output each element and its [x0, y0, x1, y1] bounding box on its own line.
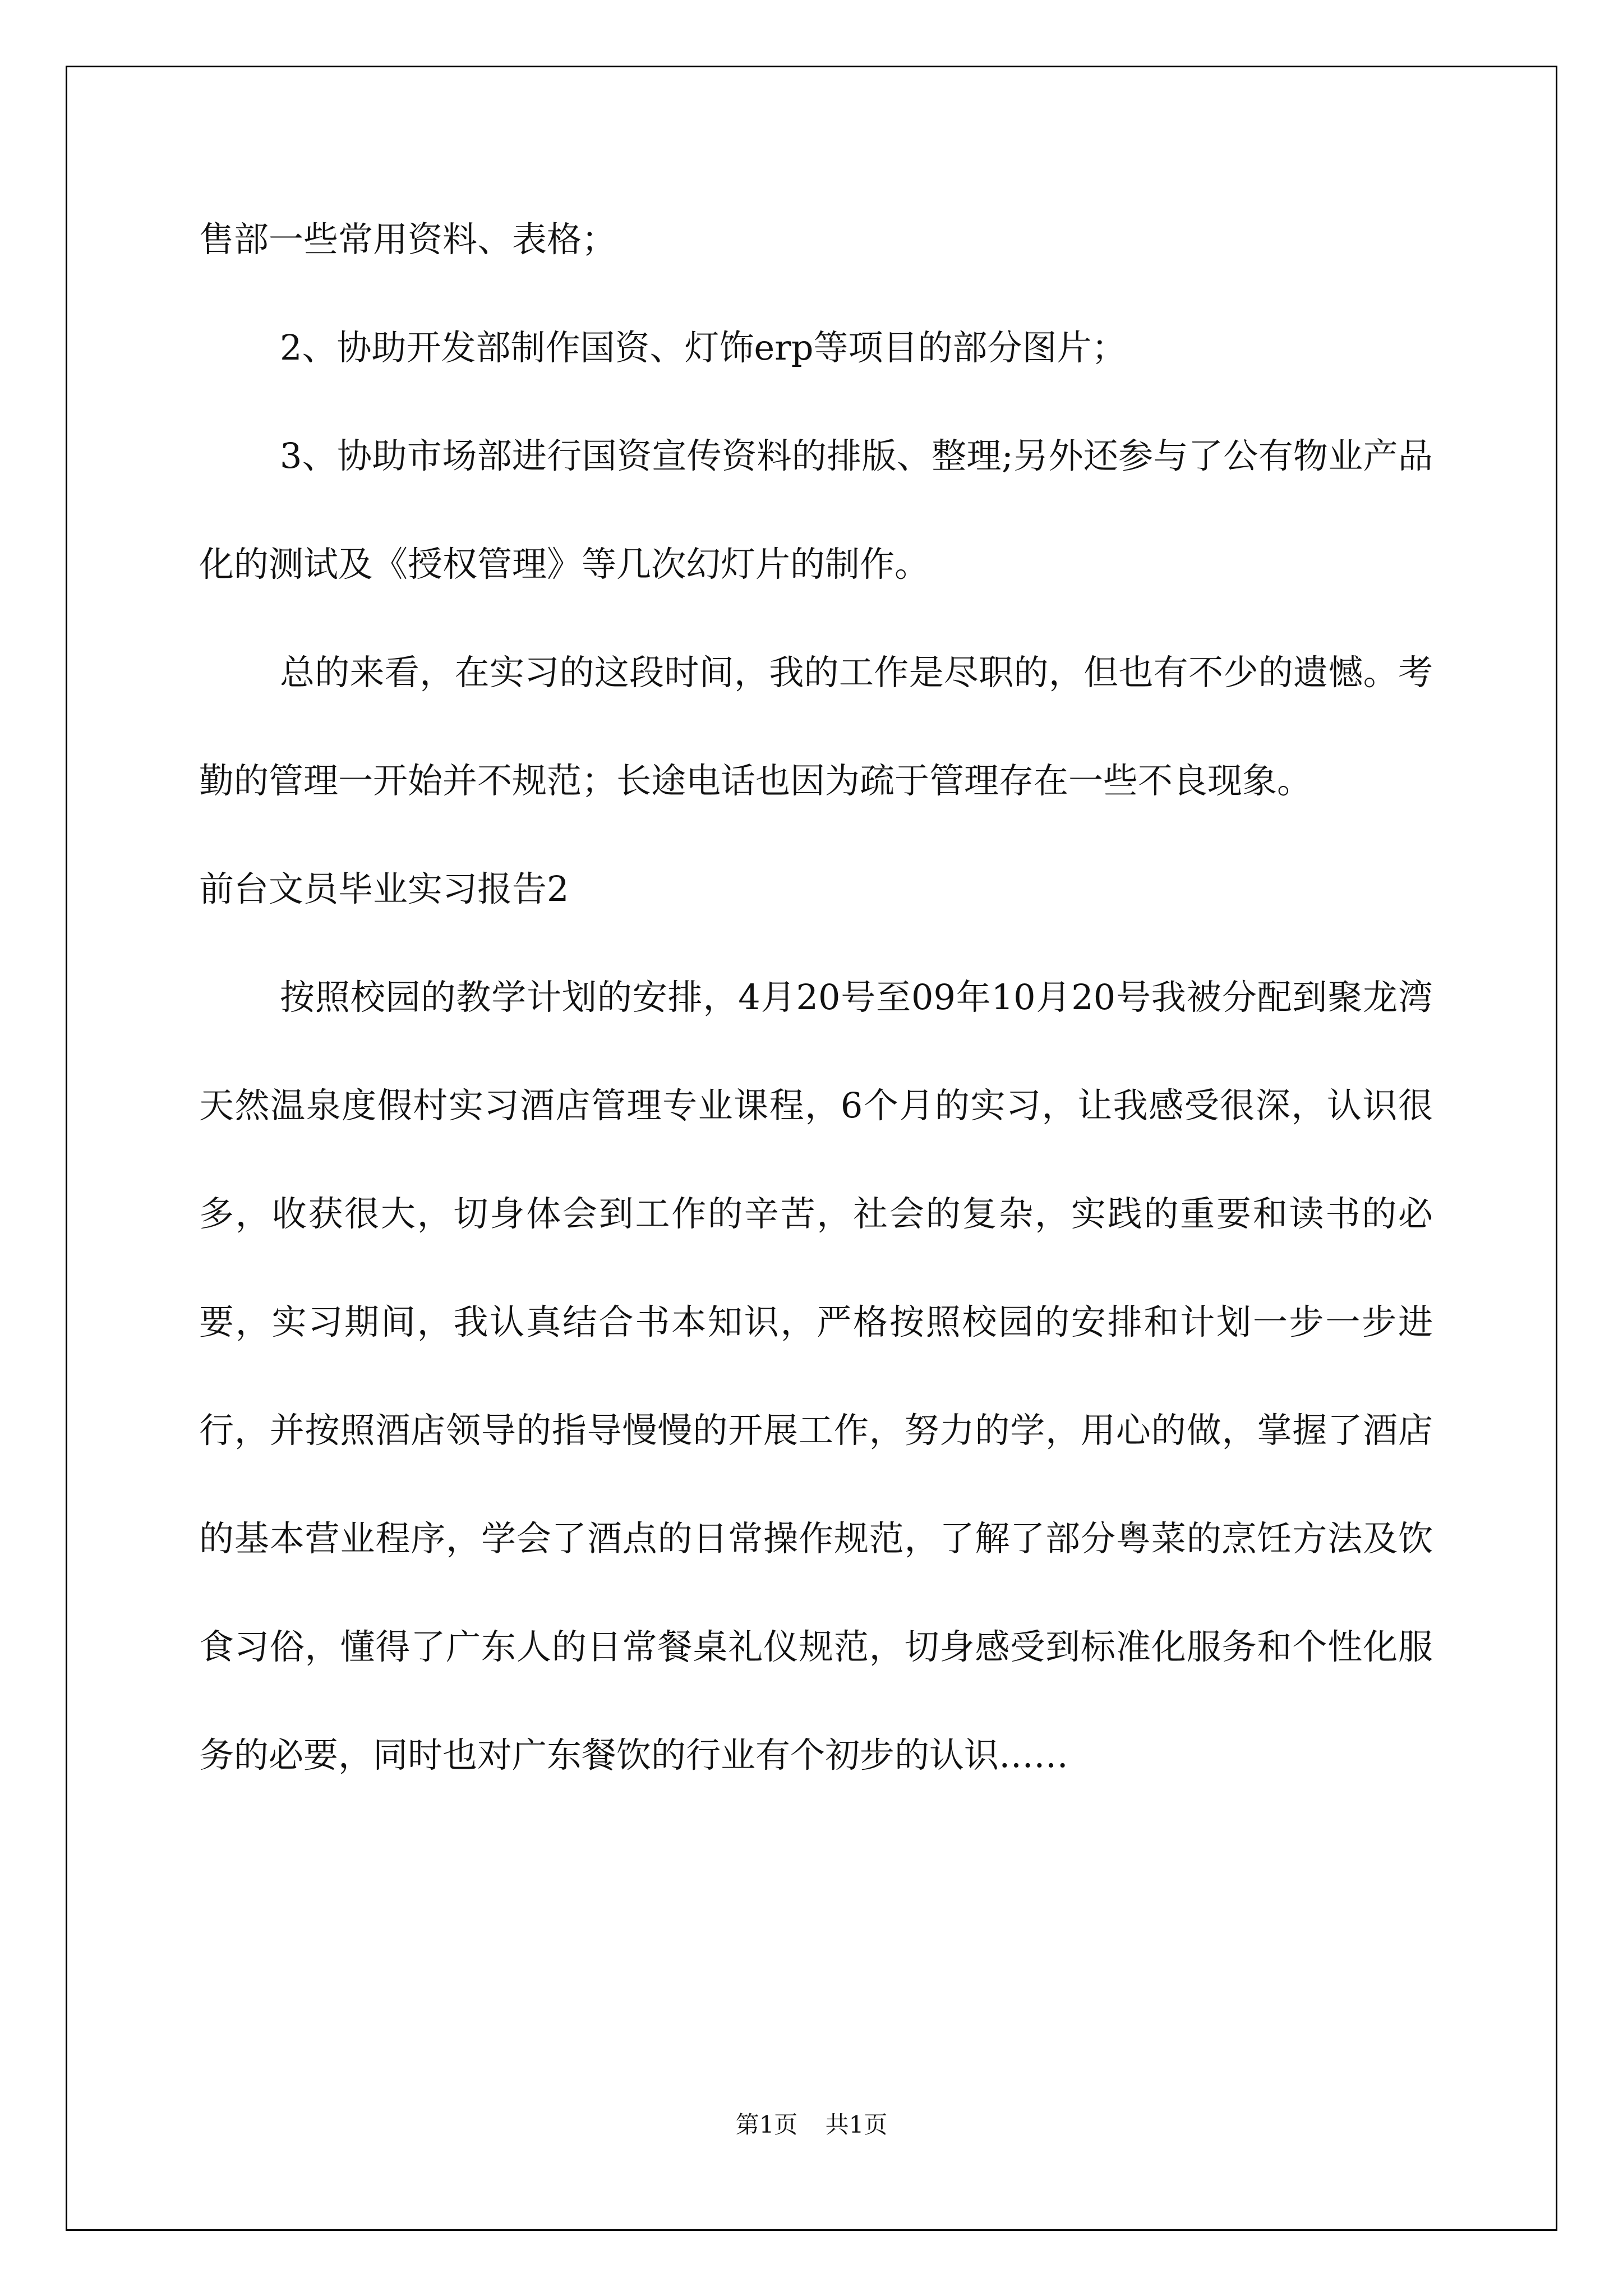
- paragraph-2: 2、协助开发部制作国资、灯饰erp等项目的部分图片；: [280, 327, 1127, 368]
- paragraph-4: 总的来看，在实习的这段时间，我的工作是尽职的，但也有不少的遗憾。考勤的管理一开始并不规范；长途电话也因为疏于管理存在一些不良现象。: [199, 652, 1433, 801]
- page-footer: [0, 2106, 1623, 2140]
- paragraph-1: 售部一些常用资料、表格；: [199, 219, 617, 260]
- document-body: [199, 185, 1433, 1809]
- section-body: 按照校园的教学计划的安排，4月20号至09年10月20号我被分配到聚龙湾天然温泉度假村实习酒店管理专业课程，6个月的实习，让我感受很深，认识很多，收获很大，切身体会到工作的辛苦，社会的复杂，实践的重要和读书的必要，实习期间，我认真结合书本知识，严格按照校园的安排和计划一步一步进行，并按照酒店领导的指导慢慢的开展工作，努力的学，用心的做，掌握了酒店的基本营业程序，学会了酒点的日常操作规范，了解了部分粤菜的烹饪方法及饮食习俗，懂得了广东人的日常餐桌礼仪规范，切身感受到标准化服务和个性化服务的必要，同时也对广东餐饮的行业有个初步的认识……: [199, 977, 1433, 1775]
- paragraph-3: 3、协助市场部进行国资宣传资料的排版、整理;另外还参与了公有物业产品化的测试及《授权管理》等几次幻灯片的制作。: [199, 435, 1433, 585]
- page-total: 共1页: [825, 2111, 888, 2138]
- page-number: 第1页: [735, 2111, 798, 2138]
- section-heading: 前台文员毕业实习报告2: [199, 868, 569, 909]
